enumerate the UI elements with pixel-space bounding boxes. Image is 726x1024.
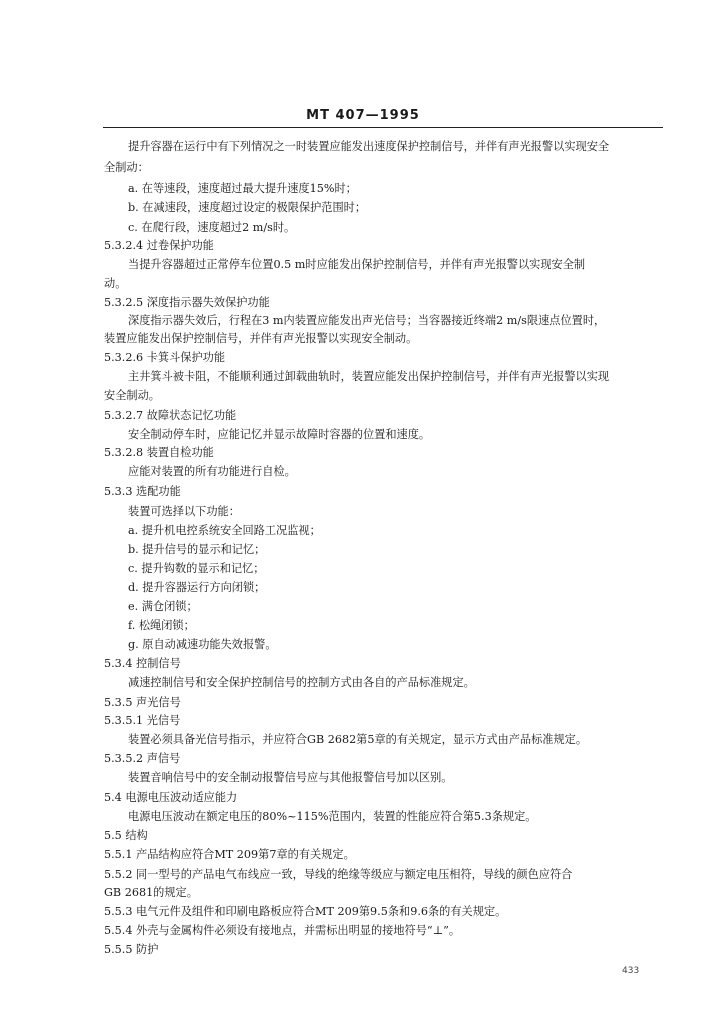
section-heading: 5.3.2.5 深度指示器失效保护功能 (104, 296, 270, 309)
section-heading: 5.3.3 选配功能 (104, 485, 181, 498)
text-line: 深度指示器失效后，行程在3 m内装置应能发出声光信号；当容器接近终端2 m/s限速点位置时， (128, 314, 606, 327)
section-heading: 5.3.2.6 卡箕斗保护功能 (104, 351, 226, 364)
text-line: 全制动： (104, 161, 149, 174)
text-line: 5.5.3 电气元件及组件和印刷电路板应符合MT 209第9.5条和9.6条的有关规定。 (104, 905, 507, 918)
section-heading: 5.3.2.7 故障状态记忆功能 (104, 409, 237, 422)
page-header: MT 407—1995 (306, 108, 420, 123)
list-item: e. 满仓闭锁； (128, 600, 198, 613)
section-heading: 5.3.2.8 装置自检功能 (104, 446, 214, 459)
text-line: 5.5.1 产品结构应符合MT 209第7章的有关规定。 (104, 848, 355, 861)
text-line: 动。 (104, 277, 127, 290)
text-line: 电源电压波动在额定电压的80%~115%范围内，装置的性能应符合第5.3条规定。 (128, 810, 537, 823)
section-heading: 5.3.5.2 声信号 (104, 752, 181, 765)
list-item: a. 提升机电控系统安全回路工况监视； (128, 524, 321, 537)
text-line: 装置应能发出保护控制信号，并伴有声光报警以实现安全制动。 (104, 332, 418, 345)
header-rule (103, 127, 663, 128)
text-line: 装置音响信号中的安全制动报警信号应与其他报警信号加以区别。 (128, 771, 453, 784)
page-number: 433 (622, 966, 640, 976)
text-line: 安全制动。 (104, 389, 160, 402)
list-item: c. 在爬行段，速度超过2 m/s时。 (128, 221, 296, 234)
text-line: 减速控制信号和安全保护控制信号的控制方式由各自的产品标准规定。 (128, 676, 475, 689)
list-item: d. 提升容器运行方向闭锁； (128, 581, 266, 594)
text-line: 5.5.2 同一型号的产品电气布线应一致，导线的绝缘等级应与额定电压相符，导线的颜色应符合 (104, 868, 573, 881)
section-heading: 5.3.2.4 过卷保护功能 (104, 239, 214, 252)
text-line: 装置必须具备光信号指示，并应符合GB 2682第5章的有关规定，显示方式由产品标准规定。 (128, 733, 588, 746)
list-item: b. 在减速段，速度超过设定的极限保护范围时； (128, 201, 367, 214)
text-line: 5.5.4 外壳与金属构件必须设有接地点，并需标出明显的接地符号“⊥”。 (104, 924, 461, 937)
section-heading: 5.3.4 控制信号 (104, 657, 181, 670)
list-item: a. 在等速段，速度超过最大提升速度15%时； (128, 182, 357, 195)
section-heading: 5.5 结构 (104, 829, 148, 842)
list-item: b. 提升信号的显示和记忆； (128, 543, 266, 556)
list-item: c. 提升钩数的显示和记忆； (128, 562, 265, 575)
section-heading: 5.4 电源电压波动适应能力 (104, 791, 238, 804)
text-line: 装置可选择以下功能： (128, 505, 240, 518)
text-line: 安全制动停车时，应能记忆并显示故障时容器的位置和速度。 (128, 428, 431, 441)
text-line: 提升容器在运行中有下列情况之一时装置应能发出速度保护控制信号，并伴有声光报警以实现安全 (128, 140, 610, 153)
text-line: 应能对装置的所有功能进行自检。 (128, 465, 296, 478)
section-heading: 5.3.5 声光信号 (104, 696, 181, 709)
text-line: 主井箕斗被卡阻，不能顺利通过卸载曲轨时，装置应能发出保护控制信号，并伴有声光报警以实现 (128, 370, 610, 383)
section-heading: 5.3.5.1 光信号 (104, 714, 181, 727)
text-line: 当提升容器超过正常停车位置0.5 m时应能发出保护控制信号，并伴有声光报警以实现安全制 (128, 258, 586, 271)
text-line: GB 2681的规定。 (104, 886, 198, 899)
list-item: g. 原自动减速功能失效报警。 (128, 638, 277, 651)
section-heading: 5.5.5 防护 (104, 943, 159, 956)
list-item: f. 松绳闭锁； (128, 619, 195, 632)
